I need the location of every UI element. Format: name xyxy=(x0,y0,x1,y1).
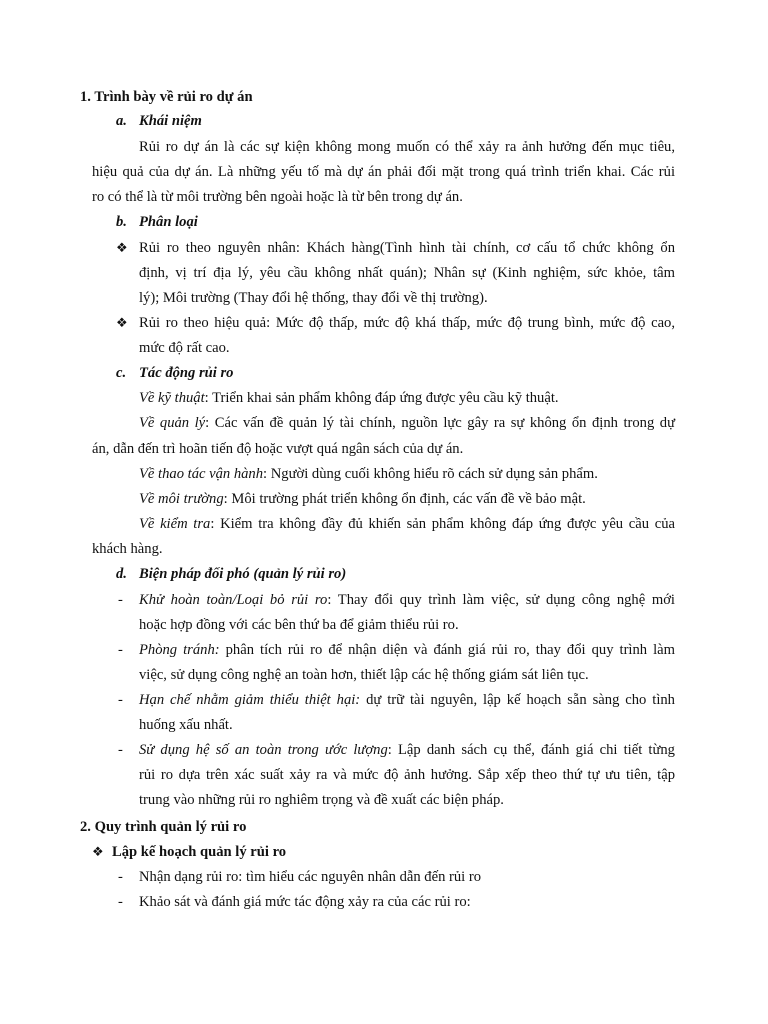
diamond-bullet-icon: ❖ xyxy=(92,844,104,859)
section-2-heading: 2. Quy trình quản lý rủi ro xyxy=(80,819,247,835)
dash-bullet: - xyxy=(118,642,123,658)
impact-text: : Môi trường phát triển không ổn định, các vấn đề về bảo mật. xyxy=(223,491,586,507)
dash-bullet: - xyxy=(118,894,123,910)
subsection-a-title: Khái niệm xyxy=(139,113,202,129)
measure-term: Khử hoàn toàn/Loại bỏ rủi ro xyxy=(139,592,328,608)
paragraph-line: ro có thể là từ môi trường bên ngoài hoặc là từ bên trong dự án. xyxy=(92,189,463,205)
measure-term: Sử dụng hệ số an toàn trong ước lượng xyxy=(139,742,388,758)
impact-term: Về quản lý xyxy=(139,415,206,431)
subsection-2-title: Lập kế hoạch quản lý rủi ro xyxy=(112,844,287,860)
impact-term: Về môi trường xyxy=(139,491,224,507)
subsection-c-title: Tác động rủi ro xyxy=(139,365,234,381)
measure-text: phân tích rủi ro để nhận diện và đánh giá rủi ro, thay đổi quy trình làm xyxy=(219,642,675,658)
subsection-a-label: a. xyxy=(116,113,127,129)
measure-text-continued: trung vào những rủi ro nghiêm trọng và đề xuất các biện pháp. xyxy=(139,792,504,808)
impact-text: : Kiểm tra không đầy đủ khiến sản phẩm không đáp ứng được yêu cầu của xyxy=(210,516,675,532)
impact-text-continued: khách hàng. xyxy=(92,541,163,557)
list-item-line: Rủi ro theo nguyên nhân: Khách hàng(Tình hình tài chính, cơ cấu tổ chức không ổn xyxy=(139,240,675,256)
dash-bullet: - xyxy=(118,742,123,758)
diamond-bullet-icon: ❖ xyxy=(116,240,128,255)
impact-term: Về thao tác vận hành xyxy=(139,466,264,482)
list-item-line: Rủi ro theo hiệu quả: Mức độ thấp, mức độ khá thấp, mức độ trung bình, mức độ cao, xyxy=(139,315,675,331)
measure-text-continued: việc, sử dụng công nghệ an toàn hơn, thiết lập các hệ thống giám sát liên tục. xyxy=(139,667,589,683)
paragraph-line: Rủi ro dự án là các sự kiện không mong muốn có thể xảy ra ảnh hưởng đến mục tiêu, xyxy=(139,139,675,155)
list-item: Khảo sát và đánh giá mức tác động xảy ra của các rủi ro: xyxy=(139,894,471,910)
dash-bullet: - xyxy=(118,869,123,885)
list-item-line: định, vị trí địa lý, yêu cầu không nhất quán); Nhân sự (Kinh nghiệm, sức khỏe, tâm xyxy=(139,265,675,281)
impact-item-technical xyxy=(139,389,559,407)
list-item: Nhận dạng rủi ro: tìm hiểu các nguyên nhân dẫn đến rủi ro xyxy=(139,869,482,885)
section-1-heading: 1. Trình bày về rủi ro dự án xyxy=(80,89,253,105)
impact-text: : Triển khai sản phẩm không đáp ứng được yêu cầu kỹ thuật. xyxy=(204,390,559,406)
list-item-line: lý); Môi trường (Thay đổi hệ thống, thay đổi về thị trường). xyxy=(139,290,488,306)
subsection-d-label: d. xyxy=(116,566,127,582)
subsection-b-label: b. xyxy=(116,214,127,230)
impact-item-environment xyxy=(139,490,586,508)
measure-text: dự trữ tài nguyên, lập kế hoạch sẵn sàng cho tình xyxy=(360,692,675,708)
list-item-line: mức độ rất cao. xyxy=(139,340,230,356)
measure-term: Hạn chế nhằm giảm thiểu thiệt hại: xyxy=(139,692,361,708)
subsection-c-label: c. xyxy=(116,365,127,381)
dash-bullet: - xyxy=(118,692,123,708)
diamond-bullet-icon: ❖ xyxy=(116,315,128,330)
measure-text-continued: huống xấu nhất. xyxy=(139,717,233,733)
impact-text: : Người dùng cuối không hiểu rõ cách sử dụng sản phẩm. xyxy=(263,466,598,482)
impact-term: Về kiểm tra xyxy=(139,516,211,532)
measure-text-continued: rủi ro dựa trên xác suất xảy ra và mức độ ảnh hưởng. Sắp xếp theo thứ tự ưu tiên, tập xyxy=(139,767,675,783)
measure-item xyxy=(139,741,675,759)
measure-item xyxy=(139,591,675,609)
measure-item xyxy=(139,691,675,709)
impact-text: : Các vấn đề quản lý tài chính, nguồn lực gây ra sự không ổn định trong dự xyxy=(205,415,675,431)
impact-item-management xyxy=(139,414,675,432)
measure-term: Phòng tránh: xyxy=(139,642,220,658)
dash-bullet: - xyxy=(118,592,123,608)
subsection-b-title: Phân loại xyxy=(139,214,198,230)
impact-item-testing xyxy=(139,515,675,533)
subsection-d-title: Biện pháp đối phó (quản lý rủi ro) xyxy=(139,566,347,582)
impact-text-continued: án, dẫn đến trì hoãn tiến độ hoặc vượt quá ngân sách của dự án. xyxy=(92,441,464,457)
measure-item xyxy=(139,641,675,659)
paragraph-line: hiệu quả của dự án. Là những yếu tố mà dự án phải đối mặt trong quá trình triển khai. Các rủi xyxy=(92,164,675,180)
measure-text: : Lập danh sách cụ thể, đánh giá chi tiết từng xyxy=(387,742,675,758)
impact-item-operation xyxy=(139,465,598,483)
impact-term: Về kỹ thuật xyxy=(139,390,205,406)
measure-text: : Thay đổi quy trình làm việc, sử dụng công nghệ mới xyxy=(327,592,675,608)
measure-text-continued: hoặc hợp đồng với các bên thứ ba để giảm thiểu rủi ro. xyxy=(139,617,459,633)
